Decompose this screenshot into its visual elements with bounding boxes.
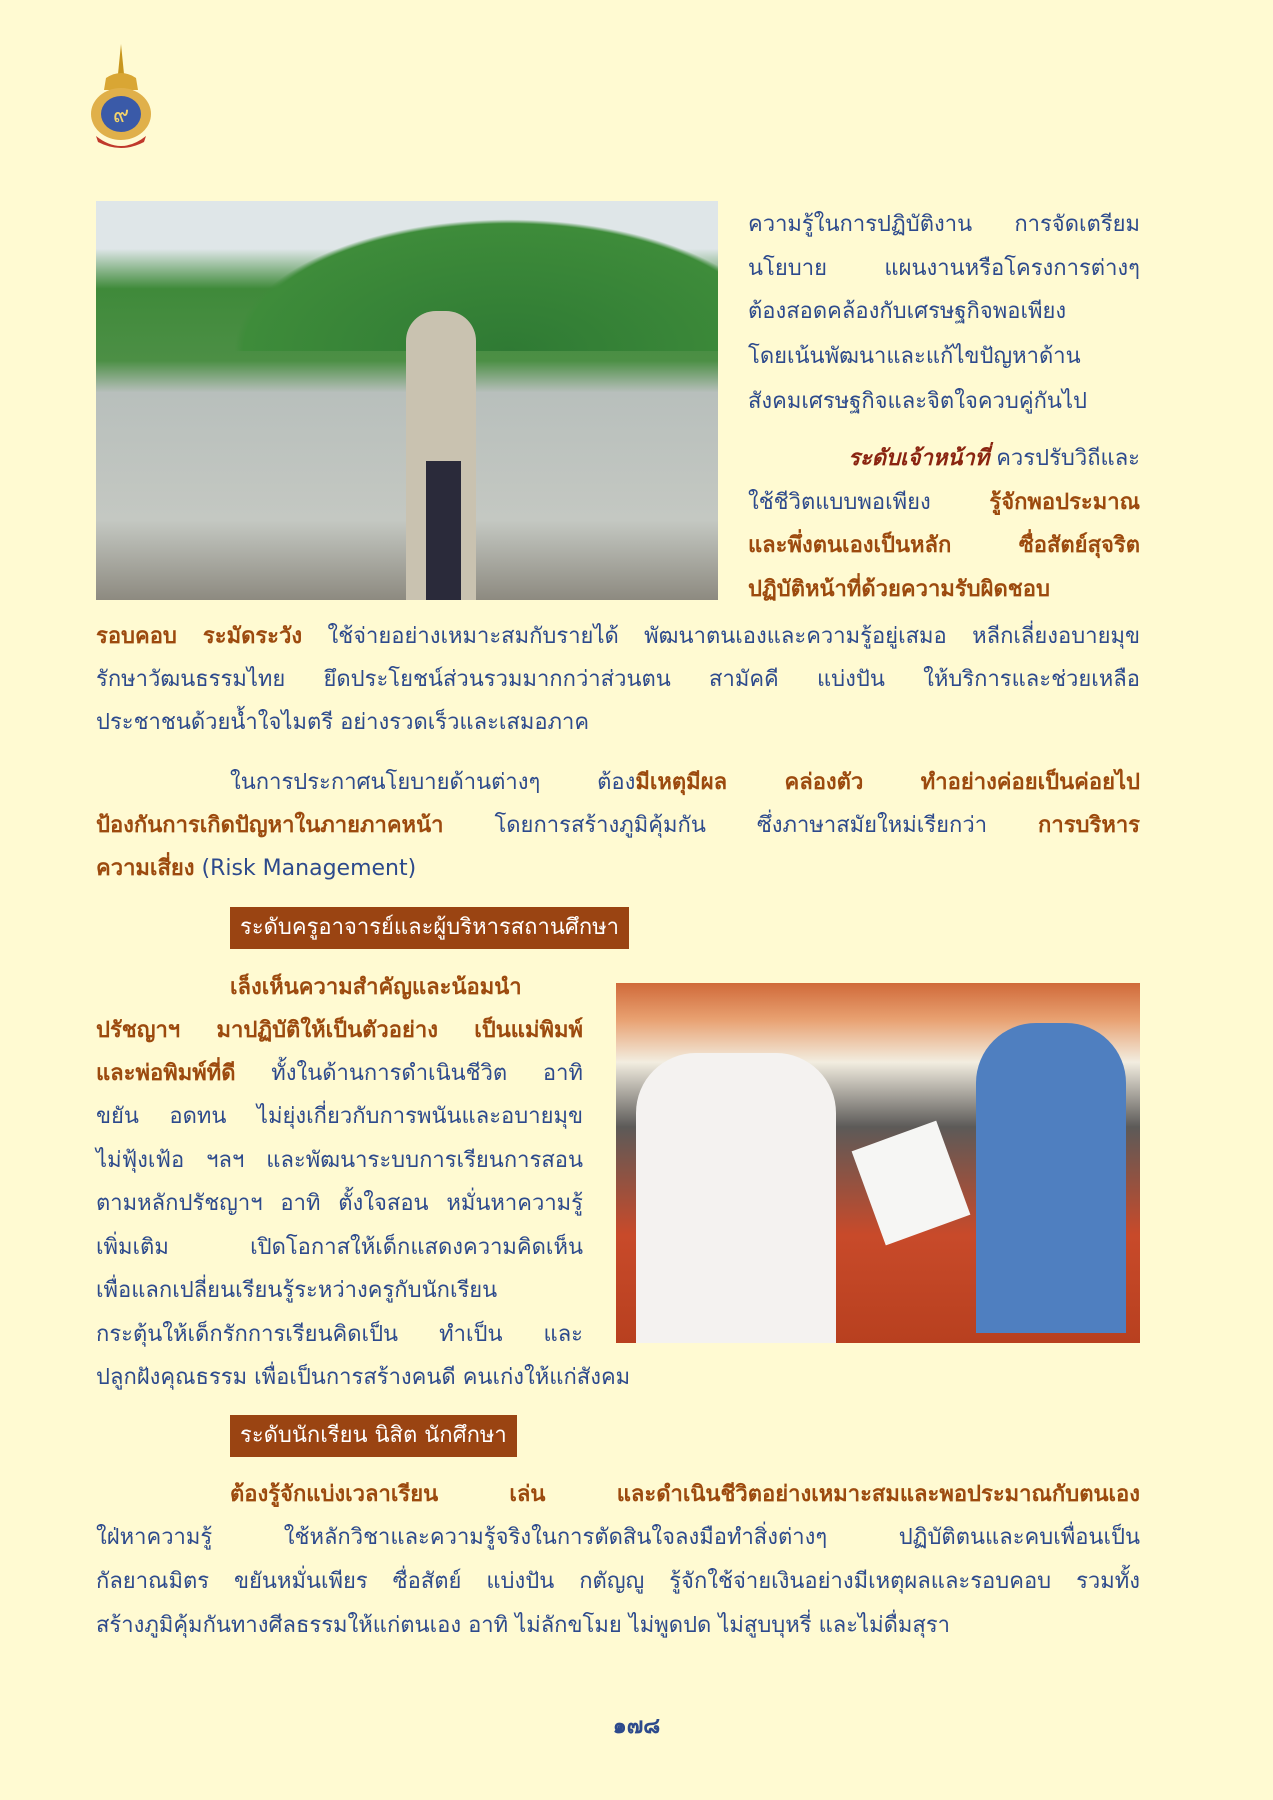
text-segment: โดยการสร้างภูมิคุ้มกัน ซึ่งภาษาสมัยใหม่เรียกว่า [443,813,1039,838]
svg-text:๙: ๙ [112,103,130,128]
text-line [748,203,1140,247]
emphasis-text: การบริหาร [1038,813,1140,838]
section-heading-students: ระดับนักเรียน นิสิต นักศึกษา [230,1415,517,1457]
text-segment: สร้างภูมิคุ้มกันทางศีลธรรมให้แก่ตนเอง อาทิ ไม่ลักขโมย ไม่พูดปด ไม่สูบบุหรี่ และไม่ดื่มสุรา [96,1613,951,1638]
royal-emblem-icon [86,44,156,150]
text-segment: นโยบาย แผนงานหรือโครงการต่างๆ [748,256,1140,281]
text-line [96,804,1140,848]
text-line [230,761,1140,805]
text-segment: โดยเน้นพัฒนาและแก้ไขปัญหาด้าน [748,344,1081,369]
emphasis-text: ความเสี่ยง [96,856,195,881]
text-line [96,1604,1140,1648]
text-segment: ใช้จ่ายอย่างเหมาะสมกับรายได้ พัฒนาตนเองและความรู้อยู่เสมอ หลีกเลี่ยงอบายมุข [302,624,1141,649]
text-line [96,1009,583,1053]
text-line [230,1473,1140,1517]
text-segment: ใช้ชีวิตแบบพอเพียง [748,490,990,515]
emphasis-text: ปฏิบัติหน้าที่ด้วยความรับผิดชอบ [748,577,1050,602]
text-line [748,335,1140,379]
emphasis-text: ป้องกันการเกิดปัญหาในภายภาคหน้า [96,813,444,838]
photo-king-with-students [616,983,1140,1343]
text-segment: ต้องสอดคล้องกับเศรษฐกิจพอเพียง [748,299,1067,324]
emphasis-text: และพ่อพิมพ์ที่ดี [96,1061,236,1086]
text-segment: กระตุ้นให้เด็กรักการเรียนคิดเป็น ทำเป็น และ [96,1322,583,1347]
text-line [798,437,1140,481]
text-line [96,1313,583,1357]
text-line [96,1269,583,1313]
text-line [748,247,1140,291]
text-line [96,1356,631,1400]
emphasis-text: ต้องรู้จักแบ่งเวลาเรียน เล่น และดำเนินชีวิตอย่างเหมาะสมและพอประมาณกับตนเอง [230,1482,1140,1507]
text-line [96,1095,583,1139]
text-line [96,1139,583,1183]
text-line [748,568,1140,612]
text-line [96,615,1140,659]
text-line [748,481,1140,525]
photo-king-field-visit [96,201,718,600]
text-segment: เพิ่มเติม เปิดโอกาสให้เด็กแสดงความคิดเห็น [96,1235,583,1260]
text-segment: (Risk Management) [194,856,417,881]
emphasis-text: และพึ่งตนเองเป็นหลัก ซื่อสัตย์สุจริต [748,533,1140,558]
emphasis-text: รอบคอบ ระมัดระวัง [96,624,303,649]
text-line [96,1182,583,1226]
text-segment: ใฝ่หาความรู้ ใช้หลักวิชาและความรู้จริงในการตัดสินใจลงมือทำสิ่งต่างๆ ปฏิบัติตนและคบเพื่อนเป็น [96,1525,1140,1550]
text-line [748,290,1140,334]
text-line [96,1516,1140,1560]
text-line [230,966,583,1010]
text-segment: กัลยาณมิตร ขยันหมั่นเพียร ซื่อสัตย์ แบ่งปัน กตัญญู รู้จักใช้จ่ายเงินอย่างมีเหตุผลและรอบคอบ รวมทั้ง [96,1569,1140,1594]
text-line [96,658,1140,702]
text-segment: สังคมเศรษฐกิจและจิตใจควบคู่กันไป [748,389,1087,414]
text-line [96,1226,583,1270]
emphasis-heading: ระดับเจ้าหน้าที่ [848,446,990,471]
page-number: ๑๗๘ [612,1714,661,1739]
text-segment: ประชาชนด้วยน้ำใจไมตรี อย่างรวดเร็วและเสมอภาค [96,710,590,735]
text-segment: ไม่ฟุ้งเฟ้อ ฯลฯ และพัฒนาระบบการเรียนการสอน [96,1148,583,1173]
emphasis-text: เล็งเห็นความสำคัญและน้อมนำ [230,975,522,1000]
text-segment: ทั้งในด้านการดำเนินชีวิต อาทิ [235,1061,583,1086]
text-segment: ปลูกฝังคุณธรรม เพื่อเป็นการสร้างคนดี คนเก่งให้แก่สังคม [96,1365,631,1390]
section-heading-teachers: ระดับครูอาจารย์และผู้บริหารสถานศึกษา [230,907,629,949]
text-line [96,1052,583,1096]
text-segment: ในการประกาศนโยบายด้านต่างๆ ต้อง [230,770,636,795]
text-line [96,847,1140,891]
text-segment: รักษาวัฒนธรรมไทย ยึดประโยชน์ส่วนรวมมากกว่าส่วนตน สามัคคี แบ่งปัน ให้บริการและช่วยเหลือ [96,667,1140,692]
text-segment: ความรู้ในการปฏิบัติงาน การจัดเตรียม [748,212,1140,237]
text-segment: ควรปรับวิถีและ [989,446,1140,471]
text-segment: ตามหลักปรัชญาฯ อาทิ ตั้งใจสอน หมั่นหาความรู้ [96,1191,583,1216]
text-line [96,701,1140,745]
emphasis-text: ปรัชญาฯ มาปฏิบัติให้เป็นตัวอย่าง เป็นแม่พิมพ์ [96,1018,583,1043]
emphasis-text: รู้จักพอประมาณ [989,490,1140,515]
text-line [748,380,1140,424]
text-segment: เพื่อแลกเปลี่ยนเรียนรู้ระหว่างครูกับนักเรียน [96,1278,498,1303]
text-segment: ขยัน อดทน ไม่ยุ่งเกี่ยวกับการพนันและอบายมุข [96,1104,583,1129]
emphasis-text: มีเหตุมีผล คล่องตัว ทำอย่างค่อยเป็นค่อยไป [635,770,1141,795]
text-line [748,524,1140,568]
text-line [96,1560,1140,1604]
